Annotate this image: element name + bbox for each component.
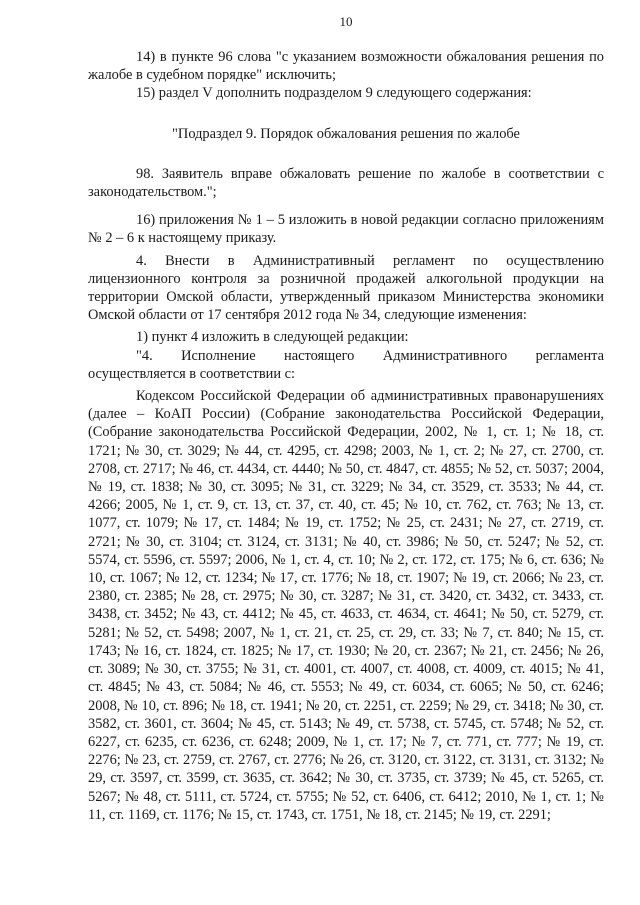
amendment-item-1: 1) пункт 4 изложить в следующей редакции: bbox=[136, 329, 409, 346]
amendment-item-16: 16) приложения № 1 – 5 изложить в новой редакции согласно приложениям № 2 – 6 к настоящему приказу. bbox=[88, 212, 604, 247]
amendment-item-15: 15) раздел V дополнить подразделом 9 следующего содержания: bbox=[136, 85, 532, 102]
amendment-item-14: 14) в пункте 96 слова "с указанием возможности обжалования решения по жалобе в судебном порядке" исключить; bbox=[88, 49, 604, 84]
clause-4-intro: "4. Исполнение настоящего Административного регламента осуществляется в соответствии с: bbox=[88, 347, 604, 382]
document-page bbox=[88, 14, 604, 824]
page-number: 10 bbox=[339, 14, 353, 29]
subsection-heading: "Подраздел 9. Порядок обжалования решения по жалобе bbox=[172, 125, 520, 142]
section-4-intro: 4. Внести в Административный регламент по осуществлению лицензионного контроля за розничной продажей алкогольной продукции на территории Омской области, утвержденный приказом Министерства экономики Омской области от 17 сентября 2012 года № 34, следующие изменения: bbox=[88, 252, 604, 324]
koap-citation: Кодексом Российской Федерации об административных правонарушениях (далее – КоАП России) (Собрание законодательства Российской Федерации, (Собрание законодательства Российской Федерации, 2002, № 1, ст. 1; № 18, ст. 1721; № 30, ст. 3029; № 44, ст. 4295, ст. 4298; 2003, № 1, ст. 2; № 27, ст. 2700, ст. 2708, ст. 2717; № 46, ст. 4434, ст. 4440; № 50, ст. 4847, ст. 4855; № 52, ст. 5037; 2004, № 19, ст. 1838; № 30, ст. 3095; № 31, ст. 3229; № 34, ст. 3529, ст. 3533; № 44, ст. 4266; 2005, № 1, ст. 9, ст. 13, ст. 37, ст. 40, ст. 45; № 10, ст. 762, ст. 763; № 13, ст. 1077, ст. 1079; № 17, ст. 1484; № 19, ст. 1752; № 25, ст. 2431; № 27, ст. 2719, ст. 2721; № 30, ст. 3104; ст. 3124, ст. 3131; № 40, ст. 3986; № 50, ст. 5247; № 52, ст. 5574, ст. 5596, ст. 5597; 2006, № 1, ст. 4, ст. 10; № 2, ст. 172, ст. 175; № 6, ст. 636; № 10, ст. 1067; № 12, ст. 1234; № 17, ст. 1776; № 18, ст. 1907; № 19, ст. 2066; № 23, ст. 2380, ст. 2385; № 28, ст. 2975; № 30, ст. 3287; № 31, ст. 3420, ст. 3432, ст. 3433, ст. 3438, ст. 3452; № 43, ст. 4412; № 45, ст. 4633, ст. 4634, ст. 4641; № 50, ст. 5279, ст. 5281; № 52, ст. 5498; 2007, № 1, ст. 21, ст. 25, ст. 29, ст. 33; № 7, ст. 840; № 15, ст. 1743; № 16, ст. 1824, ст. 1825; № 17, ст. 1930; № 20, ст. 2367; № 21, ст. 2456; № 26, ст. 3089; № 30, ст. 3755; № 31, ст. 4001, ст. 4007, ст. 4008, ст. 4009, ст. 4015; № 41, ст. 4845; № 43, ст. 5084; № 46, ст. 5553; № 49, ст. 6034, ст. 6065; № 50, ст. 6246; 2008, № 10, ст. 896; № 18, ст. 1941; № 20, ст. 2251, ст. 2259; № 29, ст. 3418; № 30, ст. 3582, ст. 3601, ст. 3604; № 45, ст. 5143; № 49, ст. 5738, ст. 5745, ст. 5748; № 52, ст. 6227, ст. 6235, ст. 6236, ст. 6248; 2009, № 1, ст. 17; № 7, ст. 771, ст. 777; № 19, ст. 2276; № 23, ст. 2759, ст. 2767, ст. 2776; № 26, ст. 3120, ст. 3122, ст. 3131, ст. 3132; № 29, ст. 3597, ст. 3599, ст. 3635, ст. 3642; № 30, ст. 3735, ст. 3739; № 45, ст. 5265, ст. 5267; № 48, ст. 5111, ст. 5724, ст. 5755; № 52, ст. 6406, ст. 6412; 2010, № 1, ст. 1; № 11, ст. 1169, ст. 1176; № 15, ст. 1743, ст. 1751, № 18, ст. 2145; № 19, ст. 2291; bbox=[88, 388, 604, 823]
clause-98: 98. Заявитель вправе обжаловать решение по жалобе в соответствии с законодательством."; bbox=[88, 165, 604, 201]
